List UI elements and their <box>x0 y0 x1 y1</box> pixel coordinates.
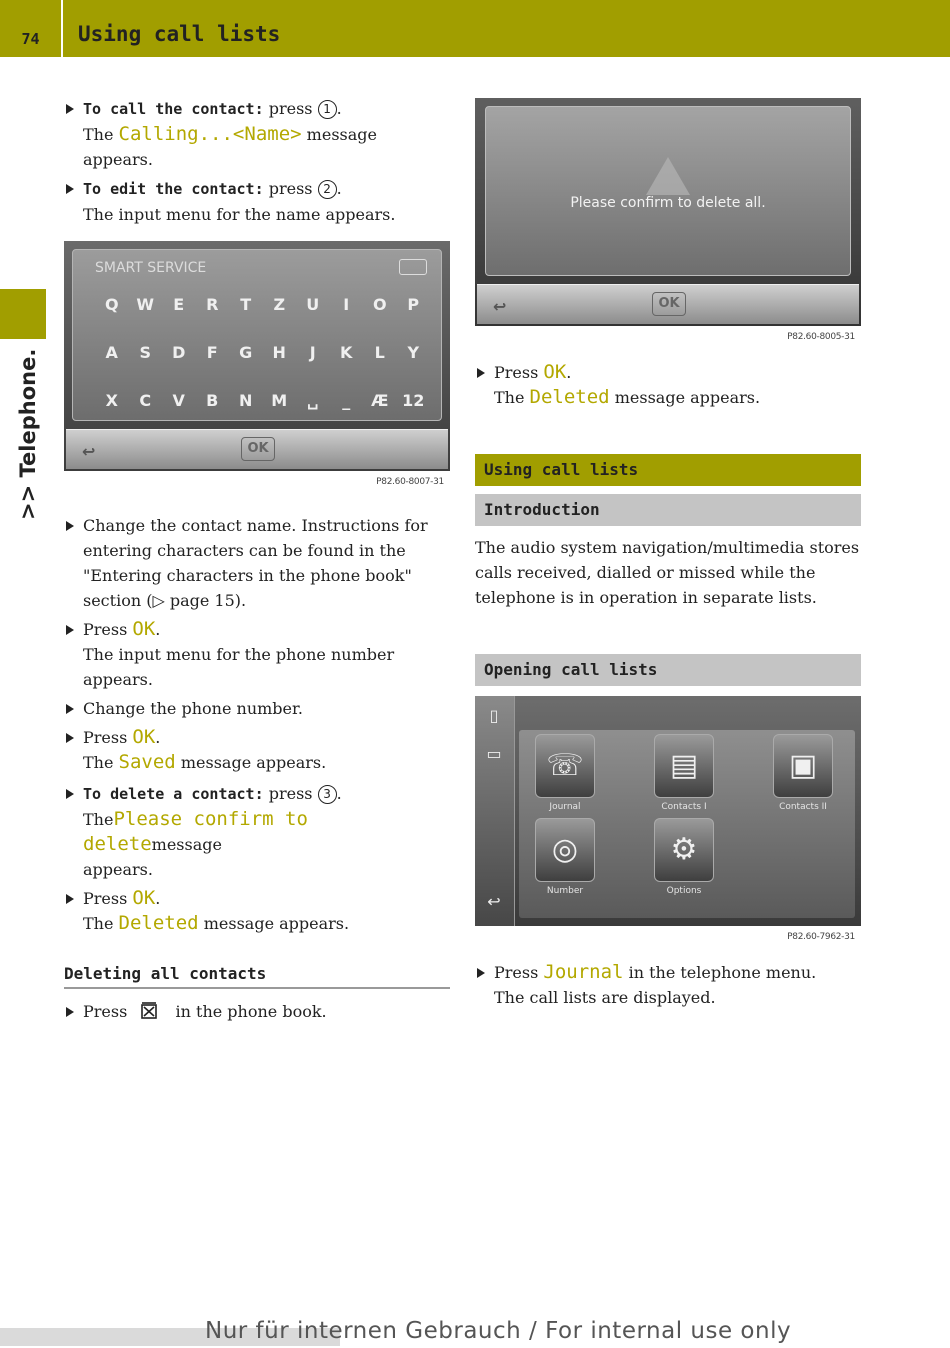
step-text: message appears. <box>614 388 761 407</box>
step-text: press <box>268 784 313 803</box>
keyboard-panel <box>72 249 442 421</box>
ok-button: OK <box>241 437 275 461</box>
step-text: The input menu for the phone number appears. <box>83 645 395 689</box>
step-text: The input menu for the name appears. <box>83 205 396 224</box>
step-delete-all <box>64 999 450 1024</box>
step-text: in the telephone menu. <box>628 963 817 982</box>
step-press-ok-3 <box>64 886 450 936</box>
tile-journal <box>533 734 597 812</box>
step-text: The <box>83 753 114 772</box>
step-text: Change the contact name. Instructions for entering characters can be found in the "Entering characters in the phone book" section (▷ page 15). <box>83 516 428 610</box>
step-change-name <box>64 513 450 613</box>
menu-side-bar <box>475 696 515 926</box>
step-text: . <box>336 99 342 118</box>
key: S <box>139 343 152 362</box>
step-press-ok-right <box>475 360 861 410</box>
step-press-ok-1 <box>64 617 450 692</box>
key: J <box>309 343 316 362</box>
gear-icon: ⚙ <box>654 818 714 882</box>
key: V <box>172 391 185 410</box>
step-text: . <box>155 889 161 908</box>
step-text: appears. <box>83 860 153 879</box>
confirm-message: Please confirm to delete all. <box>570 195 766 211</box>
step-text: Press <box>83 728 128 747</box>
tile-number <box>533 818 597 896</box>
step-text: The <box>83 125 114 144</box>
step-text: . <box>566 363 572 382</box>
confirm-button-bar <box>477 284 859 324</box>
section-heading-deleting-all: Deleting all contacts <box>64 964 450 989</box>
back-arrow-icon: ↩ <box>82 442 96 461</box>
back-arrow-icon: ↩ <box>487 892 501 911</box>
display-message: OK <box>543 361 567 383</box>
display-message: Deleted <box>529 386 610 408</box>
callout-number: 1 <box>318 100 337 119</box>
key: ␣ <box>307 391 319 410</box>
intro-paragraph: The audio system navigation/multimedia stores calls received, dialled or missed while the telephone is in operation in separate lists. <box>475 538 860 607</box>
figure-caption: P82.60-8005-31 <box>787 332 855 342</box>
keyboard-title: SMART SERVICE <box>95 260 207 276</box>
left-column <box>64 96 450 1028</box>
step-text: The call lists are displayed. <box>494 988 716 1007</box>
keyboard-row-1 <box>95 295 430 314</box>
telephone-menu-screenshot <box>475 696 861 926</box>
key: M <box>271 391 288 410</box>
step-text: . <box>155 620 161 639</box>
step-press-ok-2 <box>64 725 450 775</box>
key: L <box>374 343 385 362</box>
display-message: OK <box>132 726 156 748</box>
page-number: 74 <box>0 0 63 57</box>
keyboard-button-bar <box>66 429 448 469</box>
key: H <box>272 343 286 362</box>
display-message: Saved <box>118 751 176 773</box>
key: Q <box>104 295 119 314</box>
journal-icon: ☏ <box>535 734 595 798</box>
figure-caption: P82.60-8007-31 <box>376 477 444 487</box>
key: W <box>136 295 155 314</box>
key: B <box>206 391 219 410</box>
step-text: message <box>306 125 377 144</box>
key: O <box>372 295 387 314</box>
key: R <box>206 295 219 314</box>
tile-label: Contacts I <box>661 802 707 812</box>
step-text: The <box>83 914 114 933</box>
backspace-icon <box>399 259 427 275</box>
key: Z <box>273 295 286 314</box>
step-text: in the phone book. <box>175 1002 327 1021</box>
back-arrow-icon: ↩ <box>493 297 507 316</box>
dial-icon: ◎ <box>535 818 595 882</box>
tile-contacts-1 <box>652 734 716 812</box>
step-text: Press <box>83 889 128 908</box>
display-message: Calling...<Name> <box>118 123 302 145</box>
key: Y <box>407 343 420 362</box>
step-text: message <box>151 835 222 854</box>
step-text: appears. <box>83 150 153 169</box>
subheading-opening-call-lists: Opening call lists <box>475 654 861 686</box>
display-message: Deleted <box>118 912 199 934</box>
confirm-panel <box>485 106 851 276</box>
keyboard-screenshot <box>64 241 450 471</box>
step-text: . <box>336 179 342 198</box>
warning-icon <box>646 157 690 195</box>
key: P <box>407 295 420 314</box>
figure-caption: P82.60-7962-31 <box>787 932 855 942</box>
key: X <box>105 391 118 410</box>
key: 12 <box>402 391 425 410</box>
footer-watermark: Nur für internen Gebrauch / For internal use only <box>205 1318 792 1344</box>
tile-contacts-2 <box>771 734 835 812</box>
key: K <box>340 343 353 362</box>
confirm-delete-screenshot <box>475 98 861 326</box>
media-icon: ▭ <box>486 744 502 763</box>
key: U <box>306 295 320 314</box>
tile-label: Number <box>546 886 584 896</box>
step-text: The <box>494 388 525 407</box>
delete-all-icon <box>140 1002 158 1020</box>
step-lead: To call the contact: <box>83 100 264 118</box>
key: A <box>105 343 118 362</box>
side-chapter-label: >> Telephone. <box>16 348 40 520</box>
keyboard-row-2 <box>95 343 430 362</box>
ok-button: OK <box>652 292 686 316</box>
step-text: Press <box>83 1002 128 1021</box>
key: F <box>206 343 218 362</box>
display-message: Please confirm to delete <box>83 808 308 855</box>
step-delete-contact <box>64 781 450 882</box>
step-text: Press <box>494 963 539 982</box>
step-text: press <box>268 99 313 118</box>
step-press-journal <box>475 960 861 1010</box>
step-text: The <box>83 810 114 829</box>
contacts-card-icon: ▣ <box>773 734 833 798</box>
step-edit-contact <box>64 176 450 227</box>
key: N <box>239 391 253 410</box>
key: E <box>173 295 185 314</box>
step-call-contact <box>64 96 450 172</box>
step-text: Change the phone number. <box>83 699 303 718</box>
key: D <box>172 343 186 362</box>
display-message: Journal <box>543 961 624 983</box>
key: I <box>343 295 350 314</box>
tile-label: Options <box>666 886 702 896</box>
step-lead: To delete a contact: <box>83 785 264 803</box>
step-change-number <box>64 696 450 721</box>
phone-icon: ▯ <box>489 706 499 725</box>
keyboard-row-3 <box>95 391 430 410</box>
display-message: OK <box>132 887 156 909</box>
right-column <box>475 98 861 1014</box>
callout-number: 3 <box>318 785 337 804</box>
tile-options <box>652 818 716 896</box>
side-tab-marker <box>0 289 46 339</box>
key: G <box>239 343 253 362</box>
subheading-introduction: Introduction <box>475 494 861 526</box>
page-title: Using call lists <box>78 22 281 46</box>
contacts-book-icon: ▤ <box>654 734 714 798</box>
tile-label: Journal <box>549 802 581 812</box>
key: Æ <box>371 391 389 410</box>
callout-number: 2 <box>318 180 337 199</box>
key: C <box>139 391 152 410</box>
tile-label: Contacts II <box>779 802 827 812</box>
key: T <box>240 295 252 314</box>
step-text: message appears. <box>180 753 327 772</box>
step-text: . <box>155 728 161 747</box>
step-lead: To edit the contact: <box>83 180 264 198</box>
step-text: press <box>268 179 313 198</box>
step-text: message appears. <box>203 914 350 933</box>
display-message: OK <box>132 618 156 640</box>
key: _ <box>342 391 351 410</box>
step-text: Press <box>494 363 539 382</box>
section-heading-using-call-lists: Using call lists <box>475 454 861 486</box>
step-text: Press <box>83 620 128 639</box>
step-text: . <box>336 784 342 803</box>
